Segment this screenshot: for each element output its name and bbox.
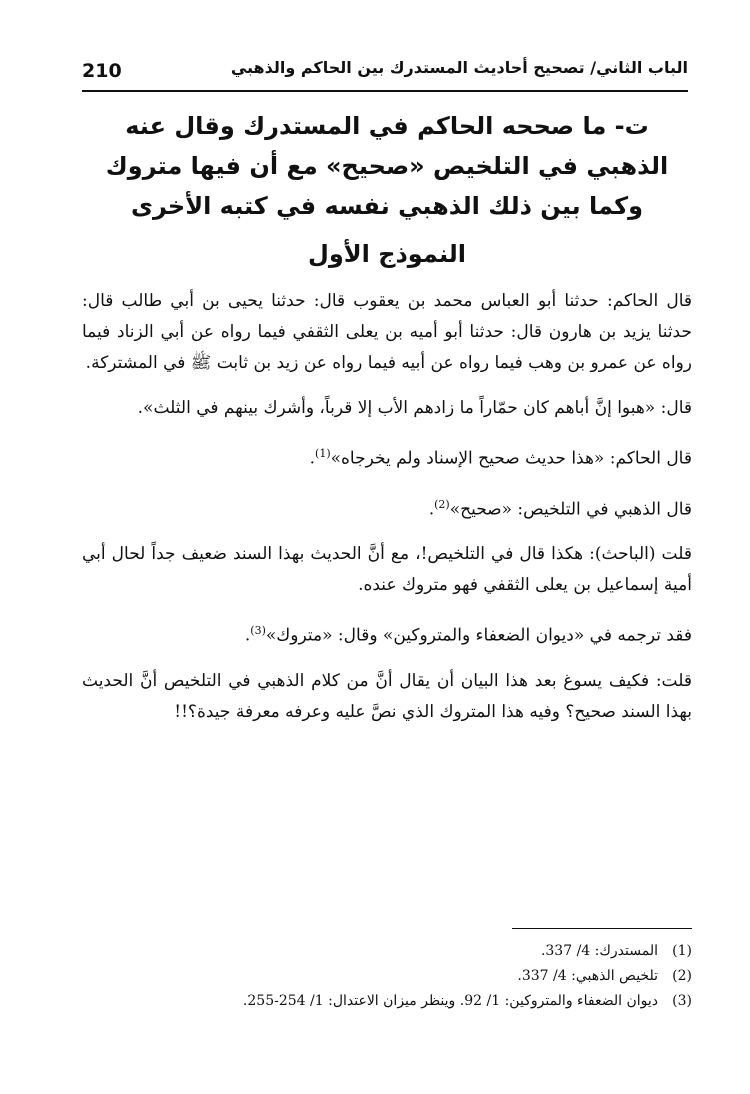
footnote-3	[82, 989, 692, 1014]
footnote-text: ديوان الضعفاء والمتروكين: 1/ 92. وينظر ميزان الاعتدال: 1/ 254-255.	[242, 993, 658, 1009]
paragraph-conclusion: قلت: فكيف يسوغ بعد هذا البيان أن يقال أنَّ من كلام الذهبي في التلخيص أنَّ الحديث بهذا السند صحيح؟ وفيه هذا المتروك الذي نصَّ عليه وعرفه معرفة جيدة؟!!	[82, 670, 692, 722]
footnote-1	[82, 939, 692, 964]
diwan-citation-text: فقد ترجمه في «ديوان الضعفاء والمتروكين» وقال: «متروك»	[265, 625, 692, 646]
footnote-ref-3[interactable]: (3)	[250, 624, 266, 638]
footnote-ref-1[interactable]: (1)	[315, 447, 331, 460]
paragraph-diwan-citation	[82, 615, 692, 652]
paragraph-isnad: قال الحاكم: حدثنا أبو العباس محمد بن يعقوب قال: حدثنا يحيى بن أبي طالب قال: حدثنا يزيد بن هارون قال: حدثنا أبو أميه بن يعلى الثقفي فيما رواه عن أبي الزناد فيما رواه عن عمرو بن وهب فيما رواه عن أبيه فيما رواه عن زيد بن ثابت ﷺ في المشتركة.	[82, 291, 692, 373]
running-head: الباب الثاني/ تصحيح أحاديث المستدرك بين الحاكم والذهبي	[230, 58, 688, 77]
dhahabi-ruling-text: قال الذهبي في التلخيص: «صحيح»	[449, 499, 692, 520]
footnote-rule	[512, 928, 692, 929]
footnote-2	[82, 964, 692, 989]
hakim-ruling-text: قال الحاكم: «هذا حديث صحيح الإسناد ولم يخرجاه»	[330, 448, 692, 469]
dhahabi-ruling-end: .	[428, 499, 435, 520]
footnote-text: تلخيص الذهبي: 4/ 337.	[517, 968, 658, 984]
footnote-number: (1)	[672, 943, 692, 959]
paragraph-hakim-ruling	[82, 438, 692, 475]
page-number: 210	[82, 60, 122, 82]
footnote-number: (2)	[672, 968, 692, 984]
footnotes	[82, 928, 692, 1014]
footnote-text: المستدرك: 4/ 337.	[540, 943, 658, 959]
footnote-number: (3)	[672, 993, 692, 1009]
subtitle: النموذج الأول	[308, 240, 466, 268]
paragraph-dhahabi-ruling	[82, 489, 692, 526]
header-rule	[82, 90, 688, 92]
page-body	[82, 106, 692, 742]
footnote-ref-2[interactable]: (2)	[434, 497, 450, 511]
page-header	[82, 52, 688, 92]
diwan-citation-end: .	[244, 625, 251, 646]
paragraph-researcher-note: قلت (الباحث): هكذا قال في التلخيص!، مع أنَّ الحديث بهذا السند ضعيف جداً لحال أبي أمية إسماعيل بن يعلى الثقفي فهو متروك عنده.	[82, 544, 692, 596]
hakim-ruling-end: .	[309, 448, 316, 469]
section-title: ت- ما صححه الحاكم في المستدرك وقال عنه الذهبي في التلخيص «صحيح» مع أن فيها متروك وكما بين ذلك الذهبي نفسه في كتبه الأخرى	[105, 112, 669, 220]
paragraph-hadith-text: قال: «هبوا إنَّ أباهم كان حمّاراً ما زادهم الأب إلا قرباً، وأشرك بينهم في الثلث».	[137, 398, 692, 418]
